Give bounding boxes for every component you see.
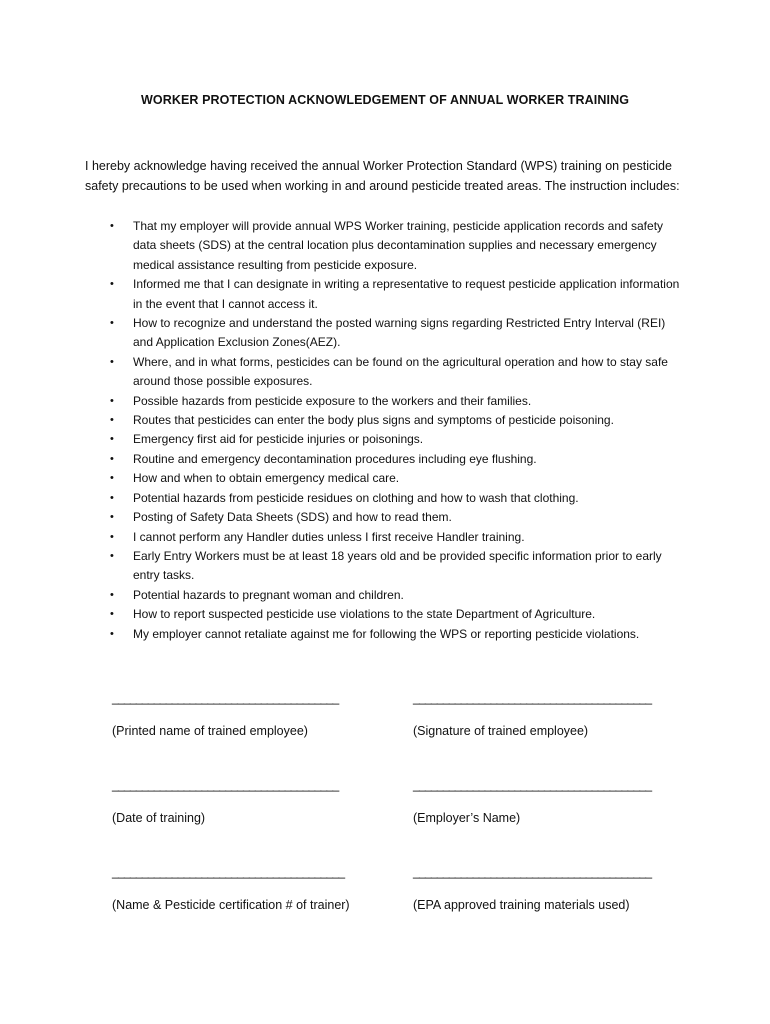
list-item (110, 605, 680, 624)
list-item-text: Routine and emergency decontamination procedures including eye flushing. (133, 451, 537, 466)
list-item (110, 489, 680, 508)
list-item (110, 450, 680, 469)
bullet-icon: • (110, 530, 114, 543)
list-item-text: Potential hazards to pregnant woman and children. (133, 587, 404, 602)
document-title: WORKER PROTECTION ACKNOWLEDGEMENT OF ANNUAL WORKER TRAINING (140, 93, 630, 107)
list-item (110, 469, 680, 488)
bullet-icon: • (110, 317, 114, 330)
list-item-text: Possible hazards from pesticide exposure to the workers and their families. (133, 393, 532, 408)
list-item (110, 508, 680, 527)
list-item (110, 411, 680, 430)
list-item-text: How to report suspected pesticide use violations to the state Department of Agriculture. (133, 607, 596, 622)
bullet-icon: • (110, 414, 114, 427)
signature-label: (Signature of trained employee) (413, 724, 589, 738)
trainer-line[interactable]: _______________________________________ (112, 865, 345, 879)
bullet-icon: • (110, 588, 114, 601)
list-item-text: That my employer will provide annual WPS Worker training, pesticide application records and safety data sheets (SDS) at the central location plus decontamination supplies and necessary emergency medical assistance resulting from pesticide exposure. (133, 219, 664, 272)
list-item-text: Potential hazards from pesticide residues on clothing and how to wash that clothing. (133, 490, 579, 505)
date-line[interactable]: ______________________________________ (112, 778, 339, 792)
list-item (110, 625, 680, 644)
list-item (110, 430, 680, 449)
list-item-text: Posting of Safety Data Sheets (SDS) and how to read them. (133, 510, 452, 525)
printed-name-field[interactable] (112, 688, 338, 738)
bullet-icon: • (110, 511, 114, 524)
list-item (110, 547, 680, 586)
list-item-text: I cannot perform any Handler duties unless I first receive Handler training. (133, 529, 525, 544)
bullet-icon: • (110, 627, 114, 640)
training-materials-label: (EPA approved training materials used) (413, 898, 630, 912)
date-label: (Date of training) (112, 811, 206, 825)
list-item (110, 217, 680, 275)
employer-name-field[interactable] (413, 775, 651, 825)
intro-paragraph: I hereby acknowledge having received the annual Worker Protection Standard (WPS) training on pesticide safety precautions to be used when working in and around pesticide treated areas. The instruction includes: (85, 159, 680, 193)
list-item (110, 586, 680, 605)
employer-name-label: (Employer’s Name) (413, 811, 521, 825)
list-item-text: Emergency first aid for pesticide injuries or poisonings. (133, 432, 424, 447)
printed-name-label: (Printed name of trained employee) (112, 724, 308, 738)
bullet-icon: • (110, 433, 114, 446)
bullet-icon: • (110, 472, 114, 485)
list-item (110, 353, 680, 392)
training-materials-field[interactable] (413, 862, 651, 912)
signature-field[interactable] (413, 688, 651, 738)
list-item-text: How and when to obtain emergency medical care. (133, 471, 400, 486)
signature-line[interactable]: ________________________________________ (413, 691, 652, 705)
list-item-text: Early Entry Workers must be at least 18 years old and be provided specific information prior to early entry tasks. (133, 548, 662, 583)
list-item (110, 314, 680, 353)
list-item-text: Routes that pesticides can enter the body plus signs and symptoms of pesticide poisoning. (133, 413, 614, 428)
employer-name-line[interactable]: ________________________________________ (413, 778, 652, 792)
bullet-icon: • (110, 549, 114, 562)
list-item (110, 392, 680, 411)
list-item-text: My employer cannot retaliate against me for following the WPS or reporting pesticide violations. (133, 626, 640, 641)
training-topics-list (110, 217, 680, 644)
training-materials-line[interactable]: ________________________________________ (413, 865, 652, 879)
list-item (110, 528, 680, 547)
bullet-icon: • (110, 394, 114, 407)
list-item-text: Where, and in what forms, pesticides can be found on the agricultural operation and how to stay safe around those possible exposures. (133, 354, 668, 389)
bullet-icon: • (110, 220, 114, 232)
trainer-field[interactable] (112, 862, 350, 912)
date-field[interactable] (112, 775, 338, 825)
printed-name-line[interactable]: ______________________________________ (112, 691, 339, 705)
list-item-text: How to recognize and understand the posted warning signs regarding Restricted Entry Interval (REI) and Application Exclusion Zones(AEZ). (133, 316, 666, 350)
bullet-icon: • (110, 452, 114, 465)
trainer-label: (Name & Pesticide certification # of trainer) (112, 898, 350, 912)
bullet-icon: • (110, 608, 114, 621)
list-item-text: Informed me that I can designate in writing a representative to request pesticide application information in the event that I cannot access it. (133, 277, 680, 311)
list-item (110, 275, 680, 314)
bullet-icon: • (110, 355, 114, 368)
bullet-icon: • (110, 491, 114, 504)
bullet-icon: • (110, 278, 114, 291)
